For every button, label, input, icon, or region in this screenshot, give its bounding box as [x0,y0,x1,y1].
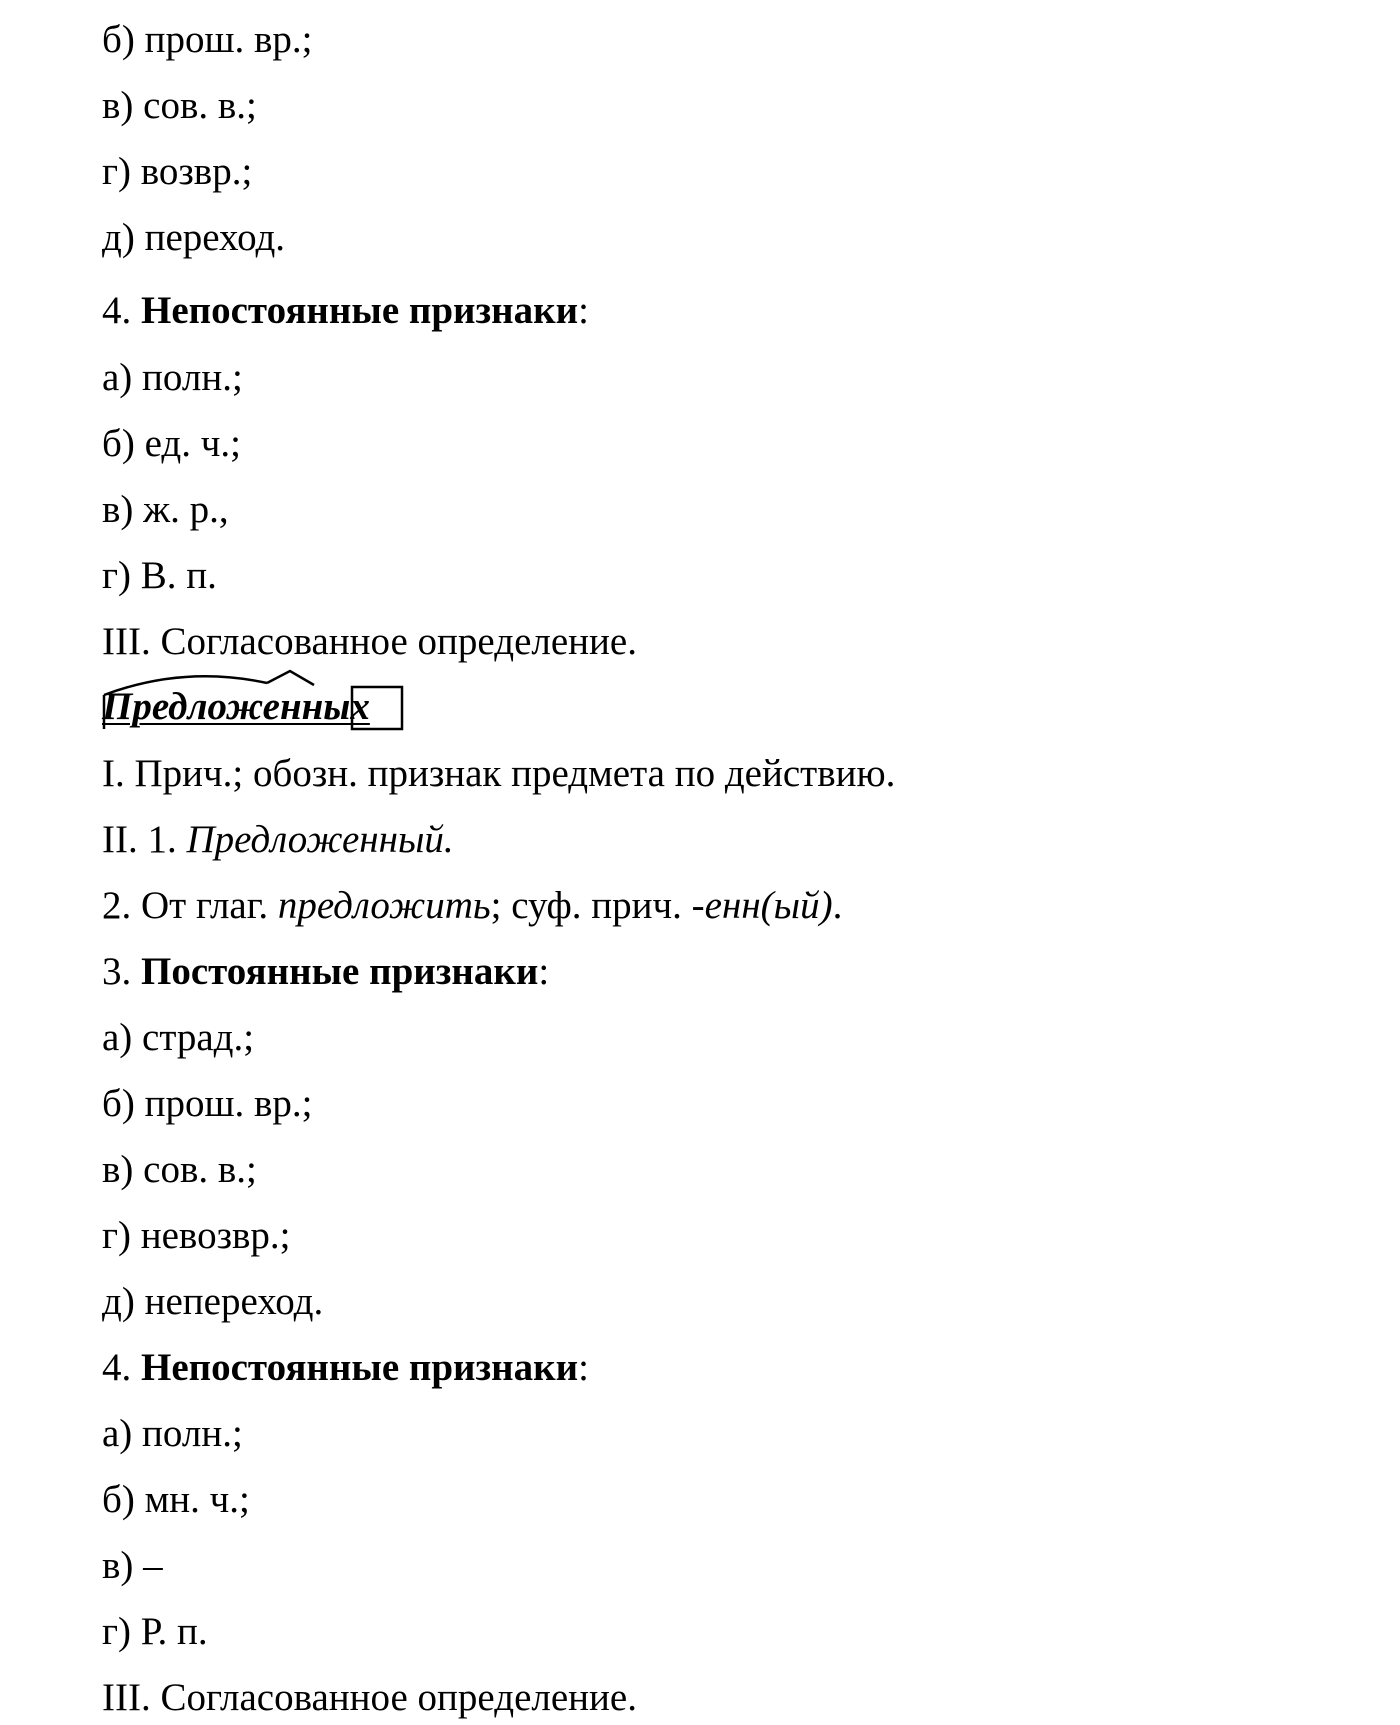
text-line: а) полн.; [102,356,243,399]
section-number: 4. [102,289,141,332]
suffix-caret-mark [267,671,314,685]
conclusion-line: III. Согласованное определение. [102,620,637,663]
section-number: 3. [102,950,141,993]
section-number: 4. [102,1346,141,1389]
suffix-text: -енн(ый) [691,884,833,927]
text-line [102,818,454,862]
text-line: б) прош. вр.; [102,1082,313,1125]
section-colon: : [578,289,589,332]
section-heading [102,950,549,994]
item-text: . [832,884,843,927]
conclusion-line: III. Согласованное определение. [102,1676,637,1719]
text-line: г) Р. п. [102,1610,208,1653]
item-prefix: II. 1. [102,818,187,861]
text-line: д) непереход. [102,1280,324,1323]
text-line: г) В. п. [102,554,217,597]
initial-form: Предложенный. [186,818,454,861]
item-text: 2. От глаг. [102,884,278,927]
section-title: Непостоянные признаки [141,289,579,332]
section-colon: : [538,950,550,993]
text-line: в) ж. р., [102,488,229,531]
item-text: ; суф. прич. [490,884,692,927]
text-line: д) переход. [102,216,286,259]
text-line: а) полн.; [102,1412,243,1455]
morphemic-parse [102,667,422,731]
section-heading [102,1346,589,1390]
text-line: в) сов. в.; [102,84,257,127]
section-title: Постоянные признаки [141,950,539,993]
text-line: г) возвр.; [102,150,253,193]
text-line: в) – [102,1544,163,1587]
text-line: б) прош. вр.; [102,18,313,61]
text-line: б) ед. ч.; [102,422,241,465]
text-line: г) невозвр.; [102,1214,291,1257]
source-verb: предложить [277,884,491,927]
text-line: I. Прич.; обозн. признак предмета по действию. [102,752,896,795]
text-line: б) мн. ч.; [102,1478,250,1521]
text-line [102,884,842,928]
section-colon: : [578,1346,589,1389]
section-heading [102,289,589,333]
parsed-word: Предложенных [102,685,370,728]
section-title: Непостоянные признаки [141,1346,579,1389]
text-line: а) страд.; [102,1016,255,1059]
text-line: в) сов. в.; [102,1148,257,1191]
